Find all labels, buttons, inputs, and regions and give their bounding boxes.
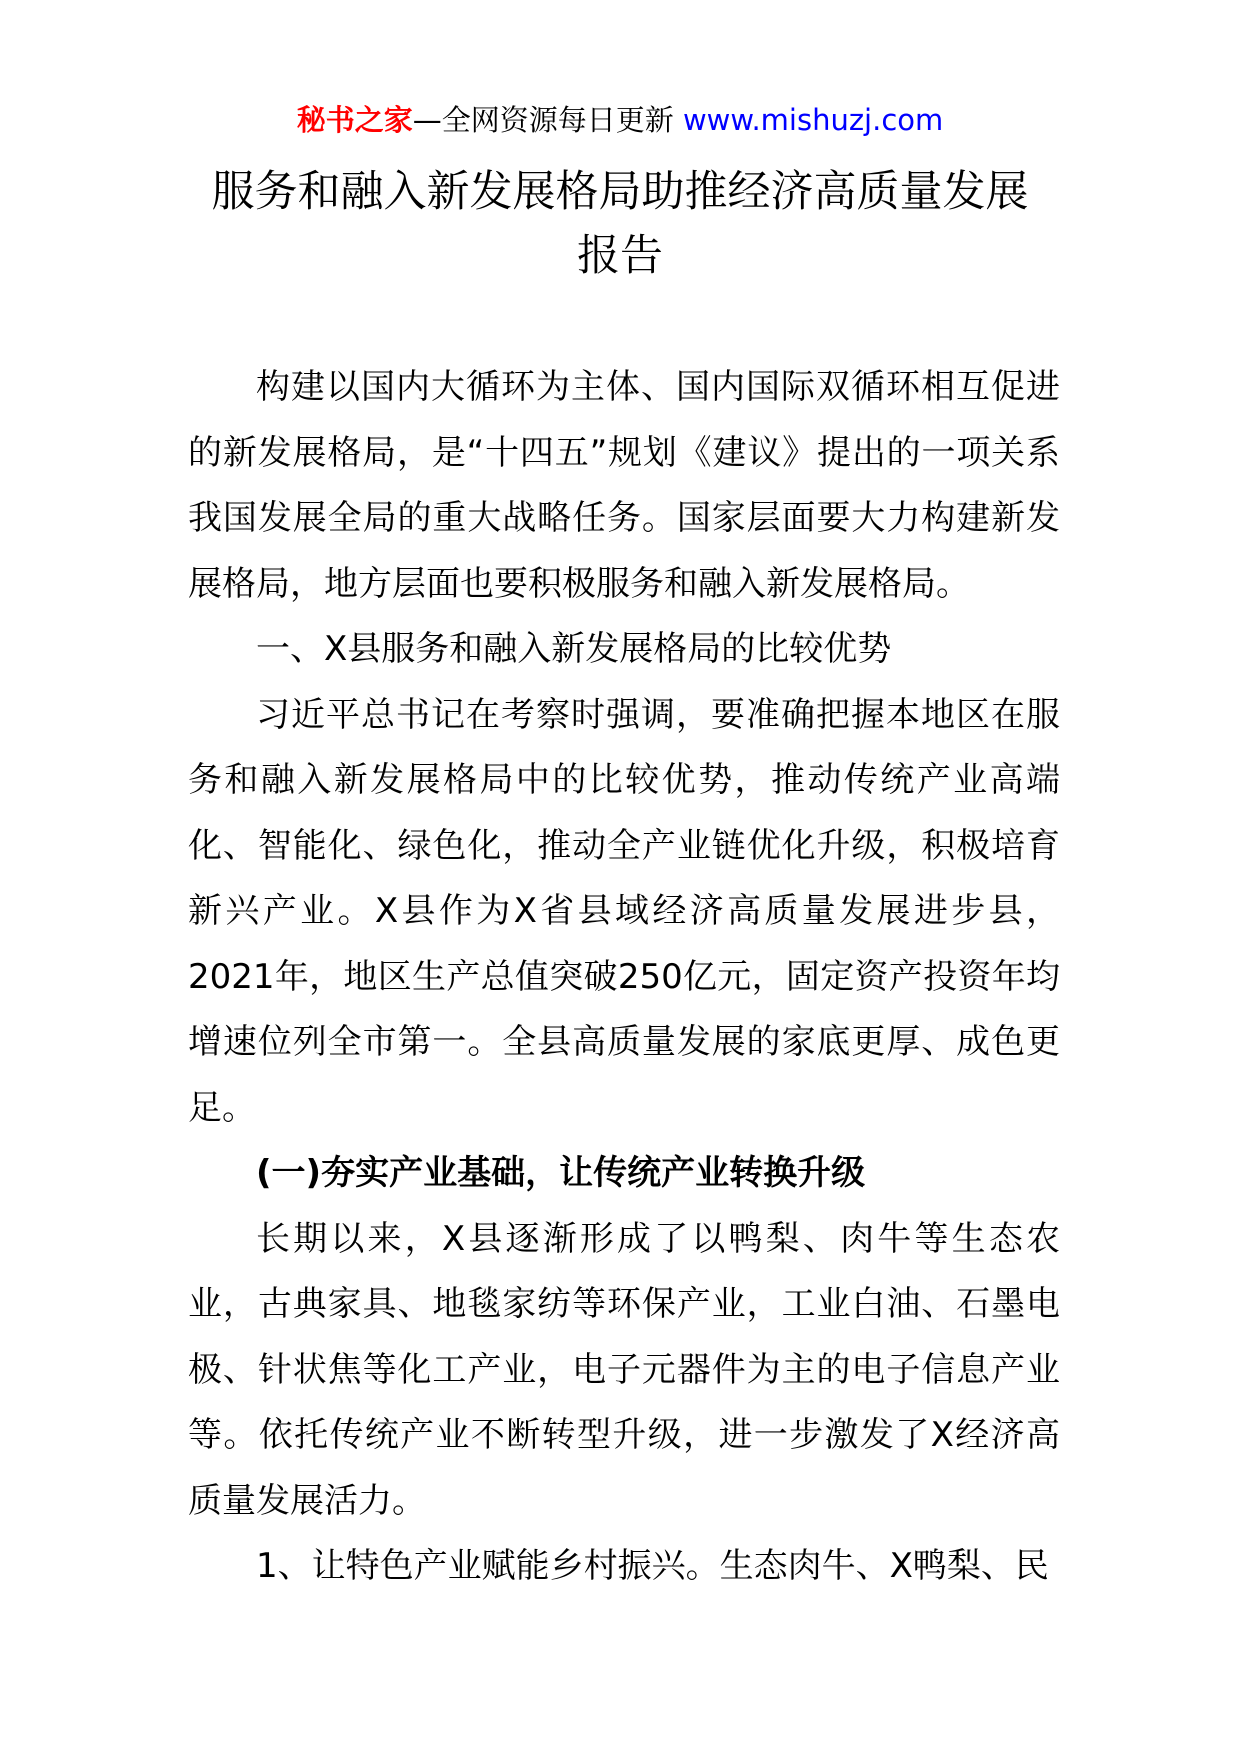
body-paragraph-advantages: 习近平总书记在考察时强调，要准确把握本地区在服务和融入新发展格局中的比较优势，推动传统产业高端化、智能化、绿色化，推动全产业链优化升级，积极培育新兴产业。X县作为X省县域经济高质量发展进步县，2021年，地区生产总值突破250亿元，固定资产投资年均增速位列全市第一。全县高质量发展的家底更厚、成色更足。 <box>188 694 1060 1128</box>
body-paragraph-item-1: 1、让特色产业赋能乡村振兴。生态肉牛、X鸭梨、民 <box>256 1546 1049 1586</box>
title-line-2: 报告 <box>577 231 663 281</box>
body-paragraph-industries: 长期以来，X县逐渐形成了以鸭梨、肉牛等生态农业，古典家具、地毯家纺等环保产业，工业白油、石墨电极、针状焦等化工产业，电子元器件为主的电子信息产业等。依托传统产业不断转型升级，进一步激发了X经济高质量发展活力。 <box>188 1218 1060 1521</box>
document-title <box>0 160 1240 288</box>
header-slogan: —全网资源每日更新 <box>412 103 674 137</box>
title-line-1: 服务和融入新发展格局助推经济高质量发展 <box>211 167 1029 217</box>
section-heading-1: 一、X县服务和融入新发展格局的比较优势 <box>256 629 892 669</box>
header-url-link[interactable]: www.mishuzj.com <box>682 103 944 137</box>
header-brand: 秘书之家 <box>296 103 413 137</box>
watermark-header <box>0 100 1240 140</box>
body-paragraph-intro: 构建以国内大循环为主体、国内国际双循环相互促进的新发展格局，是“十四五”规划《建议》提出的一项关系我国发展全局的重大战略任务。国家层面要大力构建新发展格局，地方层面也要积极服务和融入新发展格局。 <box>188 367 1060 604</box>
subsection-heading-1: (一)夯实产业基础，让传统产业转换升级 <box>256 1153 866 1193</box>
document-body <box>188 355 1060 1600</box>
